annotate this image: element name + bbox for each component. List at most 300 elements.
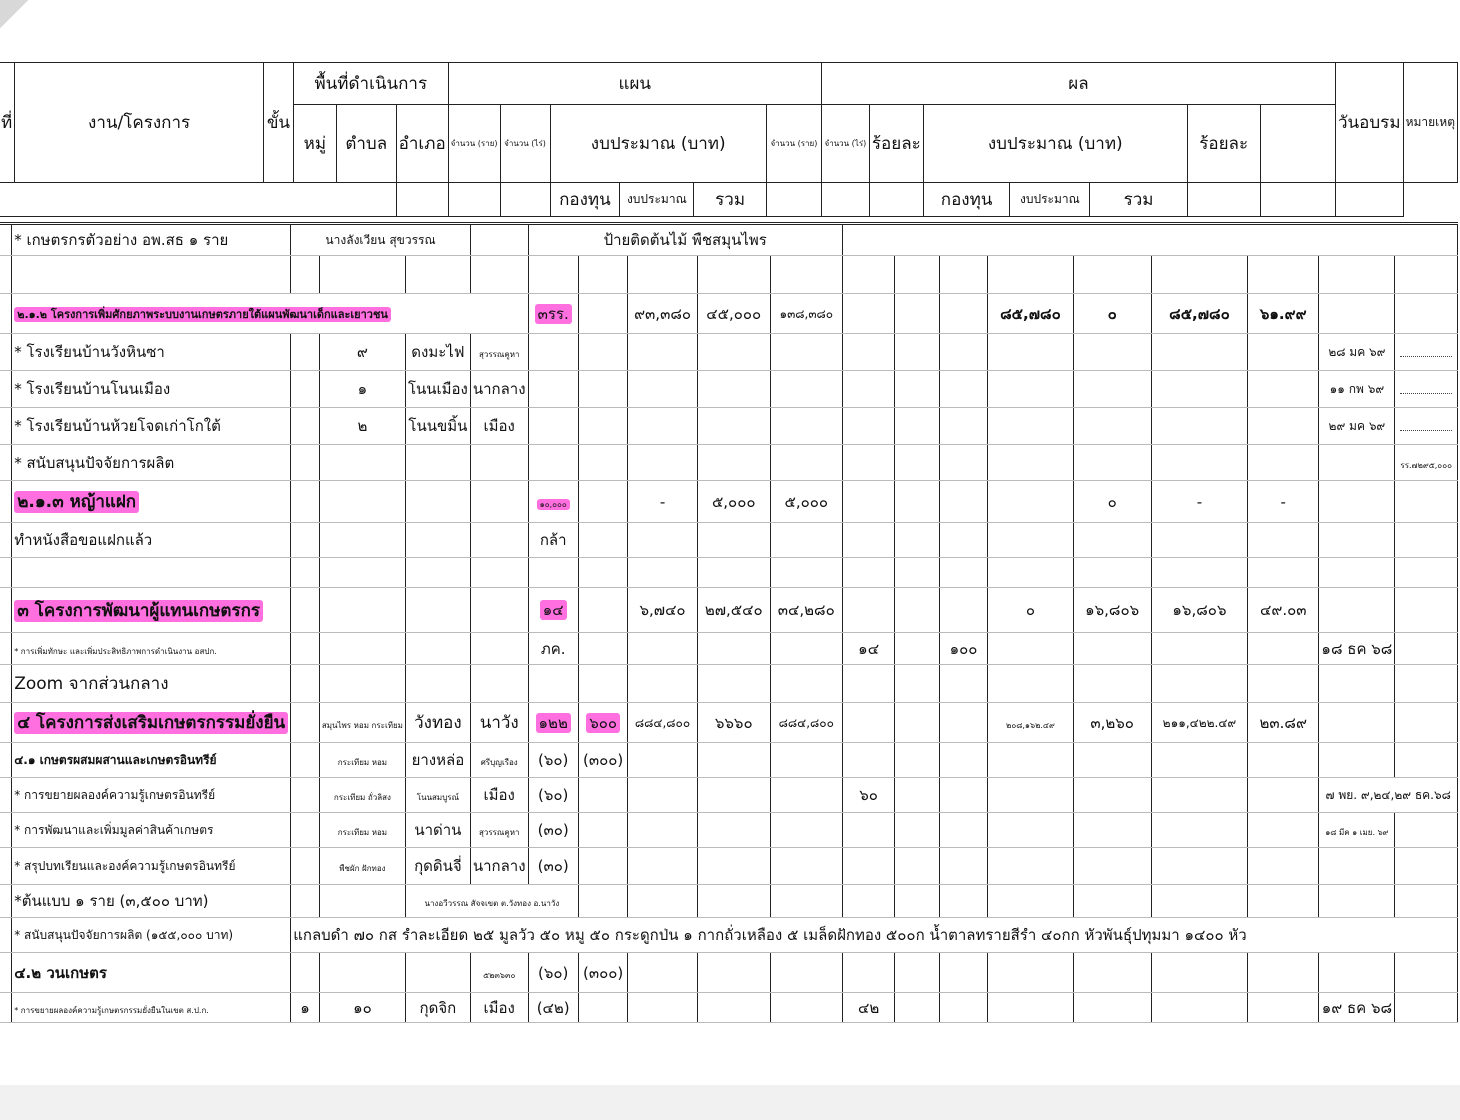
table-cell: [578, 703, 628, 743]
header-area: พื้นที่ดำเนินการ: [293, 63, 448, 105]
table-cell: [470, 703, 528, 743]
table-cell: [1395, 408, 1458, 445]
table-cell: [319, 813, 405, 848]
header-training-date: วันอบรม: [1335, 63, 1403, 183]
table-cell: [1395, 558, 1458, 588]
table-cell: [842, 743, 895, 778]
table-cell: [578, 813, 628, 848]
table-row: [0, 523, 1458, 558]
header-plan: แผน: [448, 63, 821, 105]
cell-text: * สรุปบทเรียนและองค์ความรู้เกษตรอินทรีย์: [14, 859, 236, 873]
cell-text: วังทอง: [414, 713, 462, 733]
table-cell: [0, 558, 12, 588]
table-cell: [988, 993, 1073, 1023]
table-cell: [405, 743, 470, 778]
table-cell: [1151, 523, 1247, 558]
cell-text: ๒๘ มค ๖๙: [1328, 345, 1386, 359]
table-cell: [988, 953, 1073, 993]
cell-text: (๖๐): [537, 751, 569, 769]
table-cell: [470, 256, 528, 294]
table-cell: [578, 885, 628, 918]
header-plan-rai: จำนวน (ไร่): [500, 105, 550, 183]
table-cell: [1395, 703, 1458, 743]
table-cell: [1319, 334, 1395, 371]
table-cell: [0, 334, 12, 371]
table-cell: [528, 848, 578, 885]
cell-text: ๑๘ มีค ๑ เมย. ๖๙: [1325, 828, 1389, 837]
table-cell: [895, 558, 939, 588]
table-cell: [1395, 588, 1458, 633]
cell-text: ๑๖,๘๐๖: [1085, 601, 1140, 619]
table-cell: [319, 993, 405, 1023]
table-cell: [939, 523, 988, 558]
table-cell: [12, 445, 291, 481]
table-cell: [939, 408, 988, 445]
table-cell: [291, 523, 320, 558]
dotted-line: [1400, 355, 1452, 357]
table-cell: [0, 371, 12, 408]
table-cell: [1151, 778, 1247, 813]
table-cell: [12, 703, 291, 743]
table-cell: [770, 703, 842, 743]
table-cell: [1319, 445, 1395, 481]
table-cell: [405, 953, 470, 993]
cell-text: ๑๐๐: [949, 639, 978, 658]
table-cell: [12, 813, 291, 848]
table-cell: [470, 371, 528, 408]
table-cell: [1151, 633, 1247, 665]
table-row: [0, 588, 1458, 633]
header-blank: [0, 183, 396, 217]
table-cell: [578, 481, 628, 523]
cell-text: นาวัง: [479, 713, 519, 733]
cell-text: โนนสมบูรณ์: [416, 793, 459, 802]
table-cell: [12, 371, 291, 408]
header-result-budget-sub: งบประมาณ: [1010, 183, 1090, 217]
table-cell: [528, 665, 578, 703]
header-result-rai: จำนวน (ไร่): [821, 105, 869, 183]
cell-text: ๓รร.: [535, 304, 572, 324]
table-cell: [1073, 848, 1151, 885]
cell-text: ๑๐: [353, 998, 372, 1017]
table-cell: [470, 481, 528, 523]
table-cell: [895, 703, 939, 743]
table-cell: [1248, 743, 1319, 778]
table-cell: [319, 588, 405, 633]
cell-text: ทำหนังสือขอแฝกแล้ว: [14, 531, 153, 549]
table-cell: [988, 633, 1073, 665]
table-cell: [1248, 703, 1319, 743]
table-cell: [1151, 993, 1247, 1023]
table-cell: [1151, 848, 1247, 885]
header-result-budget: งบประมาณ (บาท): [923, 105, 1187, 183]
table-cell: [291, 813, 320, 848]
table-cell: [988, 743, 1073, 778]
table-cell: [578, 778, 628, 813]
table-cell: [1319, 523, 1395, 558]
cell-text: * โรงเรียนบ้านวังหินซา: [14, 343, 165, 361]
table-cell: [405, 371, 470, 408]
table-cell: [528, 633, 578, 665]
cell-text: ๗ พย. ๙,๒๔,๒๙ ธค.๖๘: [1325, 788, 1451, 802]
table-cell: [939, 558, 988, 588]
table-cell: [405, 633, 470, 665]
cell-text: ๔ โครงการส่งเสริมเกษตรกรรมยั่งยืน: [14, 712, 288, 734]
cell-text: ๒๑๑,๔๒๒.๔๙: [1162, 715, 1237, 730]
table-cell: [1073, 481, 1151, 523]
header-blank: [766, 183, 821, 217]
table-cell: [939, 334, 988, 371]
table-cell: [842, 256, 895, 294]
table-cell: [0, 224, 12, 256]
table-cell: [988, 445, 1073, 481]
dotted-line: [1400, 392, 1452, 394]
cell-text: * สนับสนุนปัจจัยการผลิต (๑๕๕,๐๐๐ บาท): [14, 928, 234, 942]
table-cell: [319, 633, 405, 665]
table-cell: [470, 558, 528, 588]
table-cell: [1248, 408, 1319, 445]
table-row: [0, 558, 1458, 588]
table-cell: [842, 558, 895, 588]
cell-text: ๖๖๖๐: [714, 713, 753, 732]
table-cell: [939, 633, 988, 665]
cell-text: ๓ โครงการพัฒนาผู้แทนเกษตรกร: [14, 600, 263, 622]
table-cell: [628, 953, 697, 993]
table-cell: [697, 665, 770, 703]
table-cell: [842, 481, 895, 523]
table-cell: [939, 993, 988, 1023]
table-cell: [470, 993, 528, 1023]
cell-text: ๑๔: [858, 639, 880, 658]
table-cell: [988, 334, 1073, 371]
table-cell: [770, 588, 842, 633]
table-row: [0, 633, 1458, 665]
table-cell: [291, 885, 320, 918]
cell-text: ๖,๗๔๐: [639, 601, 686, 619]
scan-margin: [0, 1085, 1460, 1120]
table-cell: [405, 588, 470, 633]
header-blank: [821, 183, 869, 217]
table-row: [0, 445, 1458, 481]
cell-text: * สนับสนุนปัจจัยการผลิต: [14, 453, 175, 472]
cell-text: ยางหล่อ: [411, 751, 465, 769]
table-cell: [842, 408, 895, 445]
dotted-line: [1400, 429, 1452, 431]
table-cell: [405, 558, 470, 588]
table-cell: [470, 224, 528, 256]
table-cell: [939, 588, 988, 633]
table-cell: [1319, 993, 1395, 1023]
table-cell: [1151, 558, 1247, 588]
table-cell: [319, 408, 405, 445]
cell-text: (๓๐๐): [582, 751, 624, 769]
cell-text: ๔๙.๐๓: [1259, 601, 1307, 619]
header-plan-people: จำนวน (ราย): [448, 105, 500, 183]
table-cell: [12, 256, 291, 294]
table-cell: [842, 224, 1457, 256]
table-cell: [1395, 885, 1458, 918]
header-project: งาน/โครงการ: [15, 63, 264, 183]
table-cell: [1395, 256, 1458, 294]
table-cell: [0, 743, 12, 778]
table-cell: [291, 665, 320, 703]
table-cell: [291, 558, 320, 588]
table-cell: [1151, 294, 1247, 334]
table-cell: [939, 703, 988, 743]
cell-text: ๖๐: [859, 786, 878, 804]
table-cell: [470, 633, 528, 665]
table-cell: [1319, 778, 1458, 813]
table-cell: [842, 993, 895, 1023]
table-cell: [470, 445, 528, 481]
table-row: [0, 703, 1458, 743]
table-cell: [405, 813, 470, 848]
cell-text: นาด่าน: [414, 821, 462, 839]
table-cell: [1151, 743, 1247, 778]
table-cell: [1248, 953, 1319, 993]
cell-text: กระเทียม หอม: [337, 828, 388, 837]
table-cell: [697, 256, 770, 294]
table-cell: [1151, 445, 1247, 481]
table-cell: [842, 523, 895, 558]
table-cell: [697, 993, 770, 1023]
table-cell: [1073, 558, 1151, 588]
table-cell: [939, 371, 988, 408]
table-cell: [1248, 334, 1319, 371]
cell-text: โนนขมิ้น: [408, 417, 468, 435]
table-cell: [895, 523, 939, 558]
table-cell: [628, 558, 697, 588]
table-cell: [895, 743, 939, 778]
table-cell: [697, 633, 770, 665]
cell-text: ๒๗,๕๔๐: [704, 601, 763, 619]
table-cell: [1319, 743, 1395, 778]
table-cell: [291, 256, 320, 294]
table-cell: [1319, 848, 1395, 885]
table-cell: [291, 633, 320, 665]
table-cell: [12, 885, 291, 918]
table-cell: [528, 408, 578, 445]
table-cell: [1319, 953, 1395, 993]
table-cell: [12, 848, 291, 885]
table-cell: [405, 665, 470, 703]
table-cell: [988, 885, 1073, 918]
cell-text: สมุนไพร หอม กระเทียม: [321, 720, 403, 730]
cell-text: ๑๑ กพ ๖๙: [1329, 382, 1385, 396]
table-cell: [988, 481, 1073, 523]
cell-text: ๐: [1107, 492, 1117, 511]
table-cell: [578, 558, 628, 588]
table-cell: [770, 294, 842, 334]
table-cell: [628, 813, 697, 848]
table-cell: [12, 953, 291, 993]
table-cell: [770, 993, 842, 1023]
table-cell: [405, 848, 470, 885]
table-cell: [528, 294, 578, 334]
table-cell: [939, 848, 988, 885]
cell-text: * โรงเรียนบ้านห้วยโจดเก่าโกใต้: [14, 417, 221, 435]
table-cell: [1073, 334, 1151, 371]
table-cell: [1248, 256, 1319, 294]
table-cell: [770, 371, 842, 408]
table-cell: [1073, 953, 1151, 993]
table-cell: [528, 334, 578, 371]
table-cell: [319, 665, 405, 703]
table-cell: [0, 918, 12, 953]
table-cell: [528, 481, 578, 523]
table-cell: [578, 588, 628, 633]
table-cell: [770, 665, 842, 703]
table-cell: [578, 371, 628, 408]
cell-text: ๖๐๐: [586, 713, 620, 733]
cell-text: ๔.๑ เกษตรผสมผสานและเกษตรอินทรีย์: [14, 753, 217, 767]
table-cell: [1395, 743, 1458, 778]
table-cell: [528, 445, 578, 481]
table-cell: [1248, 633, 1319, 665]
table-cell: [1151, 371, 1247, 408]
table-cell: [578, 993, 628, 1023]
table-cell: [12, 588, 291, 633]
table-row: [0, 224, 1458, 256]
table-cell: [1248, 848, 1319, 885]
table-cell: [470, 665, 528, 703]
table-cell: [1151, 588, 1247, 633]
header-plan-fund: กองทุน: [550, 183, 620, 217]
cell-text: นางอวีวรรณ สัจจเขต ต.วังทอง อ.นาวัง: [424, 899, 560, 908]
table-cell: [842, 703, 895, 743]
table-row: [0, 481, 1458, 523]
cell-text: ๑๙ ธค ๖๘: [1321, 998, 1393, 1017]
table-cell: [528, 256, 578, 294]
table-cell: [1319, 294, 1395, 334]
table-cell: [12, 294, 528, 334]
table-row: [0, 743, 1458, 778]
table-cell: [528, 224, 842, 256]
cell-text: กระเทียม ถั่วลิสง: [333, 793, 391, 802]
table-cell: [1395, 523, 1458, 558]
table-row: [0, 848, 1458, 885]
table-cell: [1319, 558, 1395, 588]
header-remark: หมายเหตุ: [1403, 63, 1457, 183]
header-district: อำเภอ: [396, 105, 448, 183]
header-blank: [500, 183, 550, 217]
table-cell: [1395, 334, 1458, 371]
cell-text: ๒.๑.๒ โครงการเพิ่มศักยภาพระบบงานเกษตรภายใต้แผนพัฒนาเด็กและเยาวชน: [14, 307, 391, 322]
table-cell: [628, 481, 697, 523]
table-cell: [1151, 665, 1247, 703]
table-cell: [939, 813, 988, 848]
table-cell: [988, 703, 1073, 743]
header-plan-budget: งบประมาณ (บาท): [550, 105, 766, 183]
cell-text: แกลบดำ ๗๐ กส รำละเอียด ๒๕ มูลวัว ๕๐ หมู ๕๐ กระดูกป่น ๑ กากถั่วเหลือง ๕ เมล็ดฝักทอง ๕๐๐ก น้ำตาลทรายสีรำ ๔๐กก หัวพันธุ์ปทุมมา ๑๔๐๐ หัว: [293, 926, 1247, 944]
cell-text: ๕,๐๐๐: [711, 492, 756, 511]
table-cell: [770, 445, 842, 481]
table-cell: [528, 558, 578, 588]
table-cell: [1395, 294, 1458, 334]
table-cell: [988, 408, 1073, 445]
table-row: [0, 665, 1458, 703]
table-cell: [291, 953, 320, 993]
table-cell: [1151, 481, 1247, 523]
table-cell: [12, 334, 291, 371]
table-row: [0, 918, 1458, 953]
table-cell: [405, 445, 470, 481]
table-cell: [405, 778, 470, 813]
table-cell: [895, 953, 939, 993]
table-cell: [528, 743, 578, 778]
table-cell: [12, 918, 291, 953]
table-cell: [0, 778, 12, 813]
table-cell: [12, 558, 291, 588]
table-cell: [12, 224, 291, 256]
cell-text: ๕,๐๐๐: [784, 492, 829, 511]
table-cell: [470, 408, 528, 445]
cell-text: ๙๓,๓๘๐: [634, 304, 692, 323]
table-cell: [578, 445, 628, 481]
cell-text: ๔๒: [857, 998, 880, 1017]
table-cell: [697, 588, 770, 633]
table-cell: [770, 481, 842, 523]
table-cell: [1319, 371, 1395, 408]
table-cell: [697, 778, 770, 813]
cell-text: กุดดินจี่: [414, 857, 462, 875]
table-cell: [628, 633, 697, 665]
table-cell: [0, 481, 12, 523]
table-cell: [1073, 703, 1151, 743]
table-cell: [842, 665, 895, 703]
table-cell: [1319, 256, 1395, 294]
table-cell: [939, 953, 988, 993]
cell-text: ๙: [356, 343, 368, 361]
table-cell: [697, 885, 770, 918]
cell-text: ๐: [1107, 304, 1117, 323]
table-row: [0, 953, 1458, 993]
table-cell: [291, 778, 320, 813]
table-cell: [0, 256, 12, 294]
table-cell: [1248, 558, 1319, 588]
cell-text: * การเพิ่มทักษะ และเพิ่มประสิทธิภาพการดำเนินงาน อสปก.: [14, 646, 217, 656]
table-cell: [697, 848, 770, 885]
table-cell: [319, 256, 405, 294]
table-cell: [1073, 665, 1151, 703]
table-cell: [405, 993, 470, 1023]
table-cell: [0, 633, 12, 665]
cell-text: ๑๒๒: [536, 713, 571, 733]
table-cell: [528, 778, 578, 813]
table-cell: [470, 953, 528, 993]
table-cell: [1073, 885, 1151, 918]
table-cell: [1151, 813, 1247, 848]
table-cell: [405, 885, 578, 918]
header-result-people: จำนวน (ราย): [766, 105, 821, 183]
table-cell: [628, 371, 697, 408]
table-cell: [895, 481, 939, 523]
table-cell: [697, 445, 770, 481]
table-cell: [291, 371, 320, 408]
table-cell: [895, 588, 939, 633]
table-cell: [528, 703, 578, 743]
table-cell: [1248, 588, 1319, 633]
table-cell: [1073, 778, 1151, 813]
table-cell: [528, 371, 578, 408]
table-cell: [697, 743, 770, 778]
table-cell: [939, 294, 988, 334]
table-cell: [988, 558, 1073, 588]
table-cell: [842, 953, 895, 993]
table-cell: [1073, 633, 1151, 665]
table-cell: [842, 445, 895, 481]
table-cell: [842, 334, 895, 371]
